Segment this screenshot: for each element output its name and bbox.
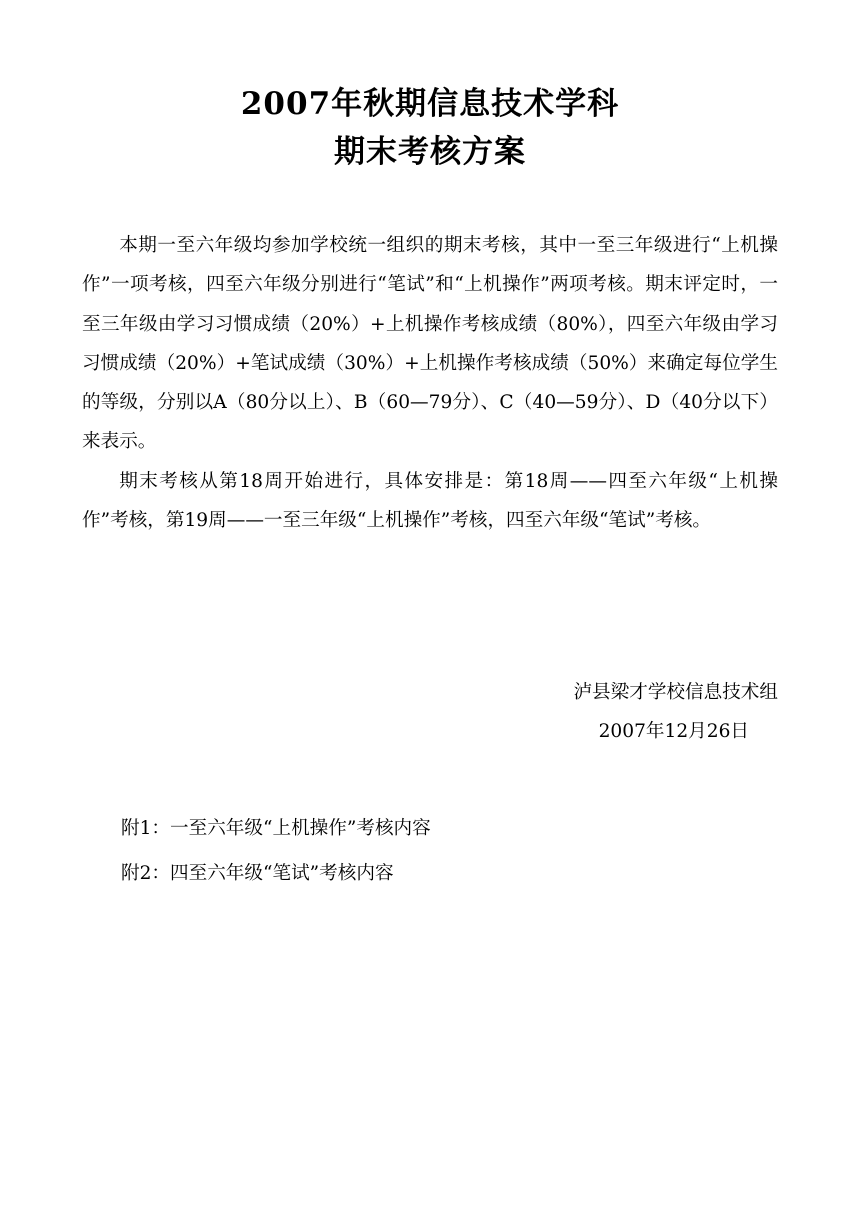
attachment-list (121, 806, 431, 896)
signature-date: 2007年12月26日 (598, 721, 749, 743)
document-subtitle: 期末考核方案 (334, 134, 526, 170)
body-paragraph: 本期一至六年级均参加学校统一组织的期末考核，其中一至三年级进行“上机操作”一项考核，四至六年级分别进行“笔试”和“上机操作”两项考核。期末评定时，一至三年级由学习习惯成绩（20%）+上机操作考核成绩（80%），四至六年级由学习习惯成绩（20%）+笔试成绩（30%）+上机操作考核成绩（50%）来确定每位学生的等级，分别以A（80分以上）、B（60—79分）、C（40—59分）、D（40分以下）来表示。 (82, 235, 778, 453)
signature-block (573, 673, 778, 752)
signature-organization: 泸县梁才学校信息技术组 (573, 682, 778, 703)
attachment-item: 附1：一至六年级“上机操作”考核内容 (121, 818, 431, 839)
document-title: 2007年秋期信息技术学科 (240, 86, 620, 122)
document-body (82, 226, 778, 540)
attachment-item: 附2：四至六年级“笔试”考核内容 (121, 863, 394, 884)
body-paragraph: 期末考核从第18周开始进行，具体安排是：第18周——四至六年级“上机操作”考核，第19周——一至三年级“上机操作”考核，四至六年级“笔试”考核。 (82, 470, 778, 532)
